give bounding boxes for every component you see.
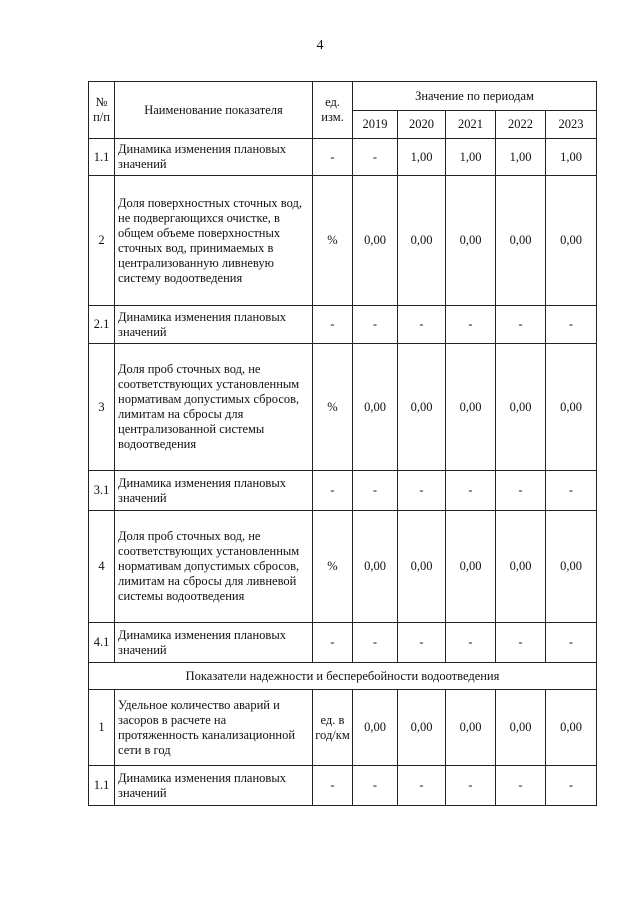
row-value: - [398, 471, 446, 511]
header-unit: ед. изм. [313, 82, 353, 139]
row-value: - [353, 471, 398, 511]
row-value: 1,00 [496, 139, 546, 176]
row-value: - [446, 766, 496, 806]
row-value: - [446, 471, 496, 511]
table-row [89, 511, 597, 623]
table-row [89, 344, 597, 471]
row-name: Доля поверхностных сточных вод, не подвергающихся очистке, в общем объеме поверхностных сточных вод, принимаемых в централизованную ливневую систему водоотведения [115, 176, 313, 306]
row-value: 0,00 [496, 344, 546, 471]
table-row [89, 306, 597, 344]
row-unit: % [313, 176, 353, 306]
row-value: 0,00 [446, 176, 496, 306]
row-unit: - [313, 139, 353, 176]
row-num: 1.1 [89, 139, 115, 176]
row-name: Доля проб сточных вод, не соответствующих установленным нормативам допустимых сбросов, лимитам на сбросы для ливневой системы водоотведения [115, 511, 313, 623]
row-name: Доля проб сточных вод, не соответствующих установленным нормативам допустимых сбросов, лимитам на сбросы для централизованной системы водоотведения [115, 344, 313, 471]
table-row [89, 176, 597, 306]
row-unit: - [313, 766, 353, 806]
row-unit: % [313, 511, 353, 623]
row-value: - [546, 766, 597, 806]
row-value: - [496, 623, 546, 663]
header-name: Наименование показателя [115, 82, 313, 139]
row-num: 1 [89, 690, 115, 766]
row-name: Динамика изменения плановых значений [115, 471, 313, 511]
header-num: № п/п [89, 82, 115, 139]
row-value: 0,00 [353, 690, 398, 766]
row-num: 2 [89, 176, 115, 306]
row-unit: - [313, 623, 353, 663]
row-unit: % [313, 344, 353, 471]
row-value: 1,00 [446, 139, 496, 176]
row-num: 1.1 [89, 766, 115, 806]
table-row [89, 690, 597, 766]
table-row [89, 623, 597, 663]
row-value: - [398, 623, 446, 663]
table-row [89, 471, 597, 511]
row-value: 0,00 [546, 511, 597, 623]
indicators-table [88, 81, 597, 806]
row-value: 0,00 [546, 690, 597, 766]
row-value: 0,00 [446, 344, 496, 471]
row-name: Удельное количество аварий и засоров в расчете на протяженность канализационной сети в год [115, 690, 313, 766]
row-unit: ед. в год/км [313, 690, 353, 766]
header-year: 2020 [398, 111, 446, 139]
row-num: 4.1 [89, 623, 115, 663]
row-name: Динамика изменения плановых значений [115, 766, 313, 806]
row-num: 2.1 [89, 306, 115, 344]
row-num: 4 [89, 511, 115, 623]
header-year: 2022 [496, 111, 546, 139]
row-value: - [353, 139, 398, 176]
row-value: 0,00 [496, 511, 546, 623]
row-value: 0,00 [353, 511, 398, 623]
row-value: - [496, 766, 546, 806]
row-unit: - [313, 471, 353, 511]
row-value: - [496, 306, 546, 344]
row-value: - [353, 623, 398, 663]
header-year: 2019 [353, 111, 398, 139]
table-row [89, 766, 597, 806]
row-value: 1,00 [398, 139, 446, 176]
row-value: - [496, 471, 546, 511]
row-value: 0,00 [446, 690, 496, 766]
row-unit: - [313, 306, 353, 344]
row-value: - [398, 306, 446, 344]
row-num: 3 [89, 344, 115, 471]
row-name: Динамика изменения плановых значений [115, 623, 313, 663]
row-value: - [546, 306, 597, 344]
row-value: 0,00 [446, 511, 496, 623]
row-value: 0,00 [353, 176, 398, 306]
row-value: - [446, 306, 496, 344]
header-year: 2021 [446, 111, 496, 139]
row-value: - [353, 306, 398, 344]
row-value: - [446, 623, 496, 663]
page-number: 4 [316, 38, 324, 53]
header-year: 2023 [546, 111, 597, 139]
row-value: 0,00 [398, 511, 446, 623]
row-value: - [546, 471, 597, 511]
section-title: Показатели надежности и бесперебойности водоотведения [89, 663, 597, 690]
row-value: 0,00 [496, 690, 546, 766]
row-value: - [398, 766, 446, 806]
row-value: - [353, 766, 398, 806]
row-value: 0,00 [353, 344, 398, 471]
row-name: Динамика изменения плановых значений [115, 139, 313, 176]
row-value: 0,00 [398, 344, 446, 471]
section-row [89, 663, 597, 690]
table-row [89, 139, 597, 176]
row-value: 0,00 [546, 344, 597, 471]
row-value: 0,00 [546, 176, 597, 306]
row-name: Динамика изменения плановых значений [115, 306, 313, 344]
row-value: 1,00 [546, 139, 597, 176]
row-value: 0,00 [398, 690, 446, 766]
header-values-title: Значение по периодам [353, 82, 597, 111]
row-value: - [546, 623, 597, 663]
row-value: 0,00 [398, 176, 446, 306]
row-value: 0,00 [496, 176, 546, 306]
row-num: 3.1 [89, 471, 115, 511]
